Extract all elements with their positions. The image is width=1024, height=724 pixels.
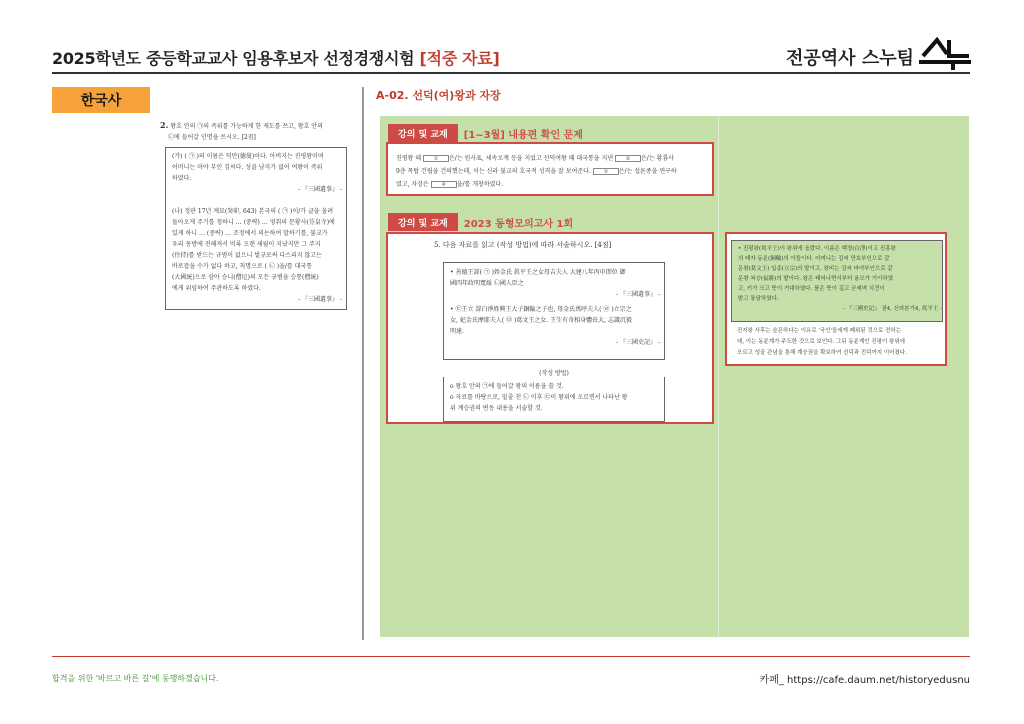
panel3-source: - 『三國史記』 권4, 신라본기4, 眞平王 - (842, 306, 942, 312)
panel2-quotes: • 善德王諱( ㉠ )姓金氏 眞平王之女母吉夫人 大建八年丙申即位 御 國四年政明寬綏 ㉡國人臣之 - 『三國遺事』 - • ㉢王立 諱白淨姓興王大子銅輪之子也, 母金氏萬呼夫人( ㉣ )立宗之 女, 妃金氏摩耶夫人( ㉤ )葛文王之女. 王生有奇相身體長大, 志識沉毅 明達. - 『三國史記』 - (450, 269, 660, 346)
source-ga: - 『三國遺事』 - (298, 186, 342, 193)
brand-name: 전공역사 스누팀 (786, 48, 914, 69)
page-title: 2025학년도 중등학교교사 임용후보자 선정경쟁시험 [적중 자료] (52, 49, 500, 68)
panel2-question: 5. 다음 자료를 읽고 (작성 방법)에 따라 서술하시오. [4점] (434, 241, 612, 249)
panel2-badge: 강의 및 교재 (388, 213, 458, 231)
column-divider (362, 87, 364, 640)
footer-rule (52, 656, 970, 657)
left-quote-box (165, 147, 347, 310)
question-number: 2. (160, 120, 169, 130)
panel1-frame (386, 142, 714, 196)
panel2-source2: - 『三國史記』 - (616, 339, 660, 346)
quote-na: (나) 정관 17년 계묘(癸卯, 643) 본국의 ( ㉠ )이/가 글을 올려 돌아오게 주기를 청하니 … (중략) … 영취의 문황사(芬皇寺)에 있게 하니 … (중략) … 조정에서 의논하여 말하기를, 불교가 우리 동방에 전해져서 비록 오랜 세월이 지났지만 그 주지 (住持)를 받드는 규범이 없으니 벌규로써 다스리지 않고는 바로잡을 수가 없다 하고, 칙명으로 ( ㉡ )을/를 대국통 (大國統)으로 삼아 승니(僧尼)의 모든 규범을 승통(僧統) 에게 위임하여 주관하도록 하였다. - 『三國遺事』 - (172, 208, 342, 303)
footer-cafe-link[interactable]: 카페_ https://cafe.daum.net/historyedusnu (759, 675, 970, 686)
method-title: (작성 방법) (539, 370, 569, 377)
panel3-quote: • 진평왕(眞平王)이 왕위에 올랐다. 이름은 백정(白淨)이고 진흥왕 의 태자 동륜(銅輪)의 아들이다. 어머니는 김씨 만호부인으로 갈 문왕(葛文王) 입종(立宗)의 딸이고, 왕비는 김씨 마야부인으로 갈 문왕 복승(福勝)의 딸이다. 왕은 태어나면서부터 용모가 기이하였 고, 키가 크고 뜻이 거대하였다. 품은 뜻이 깊고 굳세며 식견이 밝고 통달하였다. - 『三國史記』 권4, 신라본기4, 眞平王 - (738, 246, 942, 312)
blank-1: ① (423, 155, 449, 162)
panel3-body: 진지왕 사후는 슬픈하다는 이유로 '국인'들에게 폐위된 것으로 전하는 데, 이는 동륜계가 주도한 것으로 보인다. 그뒤 동륜계인 진평이 왕위에 오르고 성골 관념을 통해 계승권을 확보하여 선덕과 진덕까지 이어졌다. (737, 328, 907, 356)
panel2-frame (386, 232, 714, 424)
panel3-frame (725, 232, 947, 366)
blank-3: ③ (593, 168, 619, 175)
left-question-prompt: 2. 왕호 안의 ㉠의 즉위를 가능하게 한 제도를 쓰고, 왕호 안의 ㉡에 들어갈 인명을 쓰시오. [2점] (160, 120, 323, 141)
panel1-text: 진평왕 때 ① 은/는 원사표, 세속오계 등을 지었고 선덕여왕 때 대국통을 지낸 ② 은/는 황룡사 9층 목탑 건립을 건의했는데, 이는 신라 불교의 호국적 성격을 잘 보여준다. ③ 은/는 섭론종을 연구하 였고, 자장은 ④ 을/를 개창하였다. (396, 155, 677, 188)
panel2-label (388, 213, 573, 231)
blank-4: ④ (431, 181, 457, 188)
header-rule (52, 72, 970, 74)
source-na: - 『三國遺事』 - (298, 296, 342, 303)
blank-2: ② (615, 155, 641, 162)
panel2-quote-box (443, 262, 665, 360)
subject-tab: 한국사 (52, 87, 150, 113)
panel-divider (718, 116, 719, 637)
method-list: o 왕호 안의 ㉠에 들어갈 왕의 이름을 쓸 것. o 자료를 바탕으로, 밑줄 친 ㉡ 이후 ㉢이 왕위에 오르면서 나타난 왕 위 계승권의 변동 내용을 서술할 것. (450, 383, 628, 412)
panel1-heading: [1~3월] 내용편 확인 문제 (463, 129, 583, 141)
panel2-source1: - 『三國遺事』 - (616, 291, 660, 298)
footer-slogan: 합격을 위한 '바르고 바른 길'에 동행하겠습니다. (52, 674, 219, 683)
section-title: A-02. 선덕(여)왕과 자장 (376, 89, 501, 102)
title-highlight: [적중 자료] (419, 49, 500, 68)
brand-logo-icon (917, 34, 973, 70)
panel3-quote-box (731, 240, 943, 322)
panel1-label (388, 124, 583, 142)
quote-ga: (가) ( ㉠ )의 이름은 덕만(德曼)이다. 아버지는 진평왕이며 어머니는 마야 부인 김씨다. 성골 남자가 없어 여왕이 즉위 하였다. - 『三國遺事』 - (172, 153, 342, 193)
panel2-heading: 2023 동형모의고사 1회 (463, 218, 574, 230)
panel1-badge: 강의 및 교재 (388, 124, 458, 142)
method-box (443, 377, 665, 422)
